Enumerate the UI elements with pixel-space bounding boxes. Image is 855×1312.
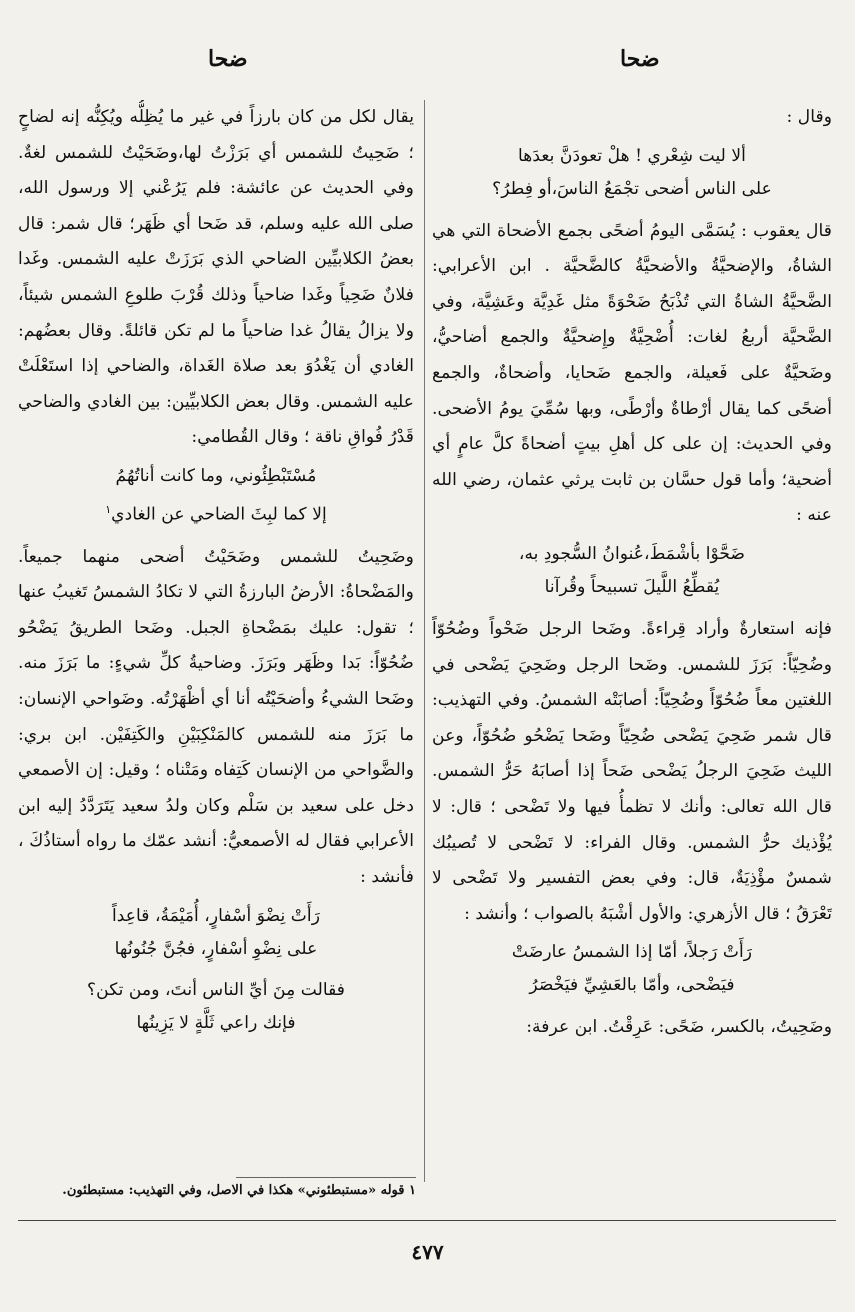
verse-line: فإنك راعي ثَلَّةٍ لا يَزِينُها — [136, 1012, 296, 1033]
footnote: ١ قوله «مستبطئوني» هكذا في الاصل، وفي التهذيب: مستبطئون. — [62, 1183, 416, 1198]
left-verse-3 — [18, 974, 414, 1040]
verse-line: يُقطِّعُ اللَّيلَ تسبيحاً وقُرآنا — [544, 576, 720, 597]
verse-line: فيَضْحى، وأمّا بالعَشِيِّ فيَخْصَرُ — [529, 975, 735, 996]
header-word-left: ضحا — [208, 46, 248, 72]
verse-line: رَأَتْ رَجلاً، أمّا إذا الشمسُ عارضَتْ — [511, 942, 753, 963]
verse-line: رَأَتْ نِضْوَ أسْفارٍ، أُمَيْمَةُ، قاعِداً — [111, 905, 320, 926]
column-divider — [424, 100, 425, 1182]
verse-line: على نِضْوِ أسْفارٍ، فجُنَّ جُنُونُها — [114, 938, 318, 959]
left-verse-1 — [18, 460, 414, 532]
verse-line — [18, 493, 414, 532]
verse-text: إلا كما لبِثَ الضاحي عن الغادي — [111, 504, 327, 525]
right-paragraph-3: وضَحِيتُ، بالكسر، ضَحًى: عَرِقْتُ. ابن عرفة: — [526, 1017, 832, 1038]
footnote-rule — [236, 1177, 416, 1178]
footnote-marker: ١ — [105, 502, 112, 516]
right-verse-2 — [432, 538, 832, 604]
left-verse-2 — [18, 900, 414, 966]
right-paragraph-2: فإنه استعارةٌ وأراد قِراءةً. وضَحا الرجل ضَحْواً وضُحُوّاً وضُحِيّاً: بَرَزَ للشمس. وضَحا الرجل وضَحِيَ يَضْحى في اللغتين معاً ضُحُوّاً وضُحِيّاً: أصابَتْه الشمسُ. وفي التهذيب: قال شمر ضَحِيَ يَضْحى ضُحِيّاً وضَحا يَضْحُو ضُحُوّاً، وعن الليث ضَحِيَ الرجلُ يَضْحى ضَحاً إذا أصابَهُ حَرُّ الشمس. قال الله تعالى: وأنك لا تظمأُ فيها ولا تَضْحى ؛ قال: لا يُؤْذيك حرُّ الشمس. وقال الفراء: لا تَضْحى لا تُصيبُك شمسٌ مؤْذِيَةٌ، قال: وفي بعض التفسير ولا تَضْحى لا تَعْرَقُ ؛ قال الأزهري: والأول أشْبَهُ بالصواب ؛ وأنشد : — [432, 618, 832, 924]
left-paragraph-2: وضَحِيتُ للشمس وضَحَيْتُ أضحى منهما جميعاً. والمَضْحاةُ: الأرضُ البارزةُ التي لا تكادُ الشمسُ تَغيبُ عنها ؛ تقول: عليك بمَضْحاةِ الجبل. وضَحا الطريقُ يَضْحُو ضُحُوّاً: بَدا وظَهَر وبَرَزَ. وضاحيةُ كلِّ شيءٍ: ما بَرَزَ منه. وضَحا الشيءُ وأضحَيْتُه أنا أي أظْهَرْتُه. وضَواحي الإنسان: ما بَرَزَ منه للشمس كالمَنْكِبَيْنِ والكَتِفَيْن. ابن بري: والضَّواحي من الإنسان كَتِفاه ومَتْناه ؛ وقيل: إن الأصمعي دخل على سعيد بن سَلْم وكان ولدُ سعيد يَتَرَدَّدُ إليه ابن الأعرابي فقال له الأصمعيُّ: أنشد عمّك ما رواه أستاذُكَ ، فأنشد : — [18, 546, 414, 888]
right-verse-3 — [432, 936, 832, 1002]
page-number: ٤٧٧ — [411, 1240, 444, 1264]
left-paragraph-1: يقال لكل من كان بارزاً في غير ما يُظِلُّه ويُكِنُّه إنه لضاحٍ ؛ ضَحِيتُ للشمس أي بَرَزْتُ لها،وضَحَيْتُ للشمس لغةٌ. وفي الحديث عن عائشة: فلم يَرُعْني إلا ورسول الله، صلى الله عليه وسلم، قد ضَحا أي ظَهَر؛ قال شمر: قال بعضُ الكلابيِّين الضاحي الذي بَرَزَتْ عليه الشمس. وغَدا فلانٌ ضَحِياً وغَدا ضاحياً وذلك قُرْبَ طلوعِ الشمس شيئاً، ولا يزالُ يقالُ غدا ضاحياً ما لم تكن قائلةً. وقال بعضُهم: الغادي أن يَغْدُوَ بعد صلاة الغَداة، والضاحي إذا استَعْلَتْ عليه الشمس. وقال بعض الكلابيِّين: بين الغادي والضاحي قَدْرُ فُواقِ ناقة ؛ وقال القُطامي: — [18, 107, 414, 448]
verse-line: ضَحَّوْا بأشْمَطَ،عُنوانُ السُّجودِ به، — [518, 543, 746, 564]
header-word-right: ضحا — [620, 46, 660, 72]
verse-line: ألا ليت شِعْري ! هلْ تعودَنَّ بعدَها — [518, 145, 746, 166]
left-column — [18, 100, 414, 1176]
verse-line: على الناس أضحى تجْمَعُ الناسَ،أو فِطرُ؟ — [492, 178, 772, 199]
right-intro: وقال : — [786, 107, 832, 127]
verse-line: مُسْتَبْطِئُوني، وما كانت أناتُهُمُ — [115, 465, 317, 486]
bottom-rule — [18, 1220, 836, 1221]
verse-line: فقالت مِنَ أيِّ الناس أنتَ، ومن تكن؟ — [86, 979, 346, 1000]
right-column — [432, 100, 832, 1176]
right-verse-1 — [432, 140, 832, 206]
right-paragraph-1: قال يعقوب : يُسَمَّى اليومُ أضحًى بجمع الأضحاة التي هي الشاةُ، والإضحيَّةُ والأضحيَّةُ كالضَّحيَّة . ابن الأعرابي: الضَّحيَّةُ الشاةُ التي تُذْبَحُ ضَحْوَةً مثل غَدِيَّة وعَشِيَّة، وفي الضَّحيَّة أربعُ لغات: أُضْحِيَّةٌ وإِضحيَّةٌ والجمع أضاحيُّ، وضَحيَّةٌ على فَعيلة، والجمع ضَحايا، وأضحاةٌ، والجمع أضحًى كما يقال أرْطاةٌ وأرْطًى، وبها سُمِّيَ يومُ الأضحى. وفي الحديث: إن على كل أهلِ بيتٍ أضحاةً كلَّ عامٍ أي أضحية؛ وأما قول حسَّان بن ثابت يرثي عثمان، رضي الله عنه : — [432, 220, 832, 526]
